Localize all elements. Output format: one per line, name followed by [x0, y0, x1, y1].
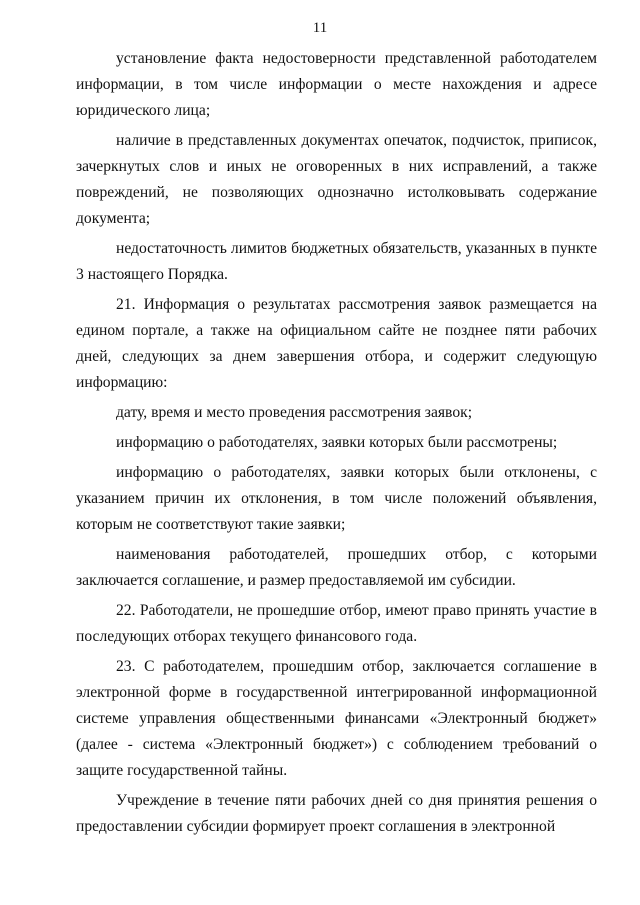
paragraph-2: наличие в представленных документах опечаток, подчисток, приписок, зачеркнутых слов и иных не оговоренных в них исправлений, а также повреждений, не позволяющих однозначно истолковывать содержание документа;	[76, 132, 597, 227]
paragraph-9: 22. Работодатели, не прошедшие отбор, имеют право принять участие в последующих отборах текущего финансового года.	[76, 602, 597, 645]
paragraph-7: информацию о работодателях, заявки которых были отклонены, с указанием причин их отклонения, в том числе положений объявления, которым не соответствуют такие заявки;	[76, 464, 597, 533]
paragraph-1: установление факта недостоверности представленной работодателем информации, в том числе информации о месте нахождения и адресе юридического лица;	[76, 50, 597, 119]
paragraph-6: информацию о работодателях, заявки которых были рассмотрены;	[116, 434, 558, 451]
document-body	[76, 46, 597, 844]
paragraph-8: наименования работодателей, прошедших отбор, с которыми заключается соглашение, и размер предоставляемой им субсидии.	[76, 546, 597, 589]
page-number: 11	[312, 20, 328, 36]
paragraph-11: Учреждение в течение пяти рабочих дней со дня принятия решения о предоставлении субсидии формирует проект соглашения в электронной	[76, 792, 597, 835]
paragraph-5: дату, время и место проведения рассмотрения заявок;	[116, 404, 473, 421]
paragraph-3: недостаточность лимитов бюджетных обязательств, указанных в пункте 3 настоящего Порядка.	[76, 240, 597, 283]
paragraph-10: 23. С работодателем, прошедшим отбор, заключается соглашение в электронной форме в государственной интегрированной информационной системе управления общественными финансами «Электронный бюджет» (далее - система «Электронный бюджет») с соблюдением требований о защите государственной тайны.	[76, 658, 597, 779]
paragraph-4: 21. Информация о результатах рассмотрения заявок размещается на едином портале, а также на официальном сайте не позднее пяти рабочих дней, следующих за днем завершения отбора, и содержит следующую информацию:	[76, 296, 597, 391]
